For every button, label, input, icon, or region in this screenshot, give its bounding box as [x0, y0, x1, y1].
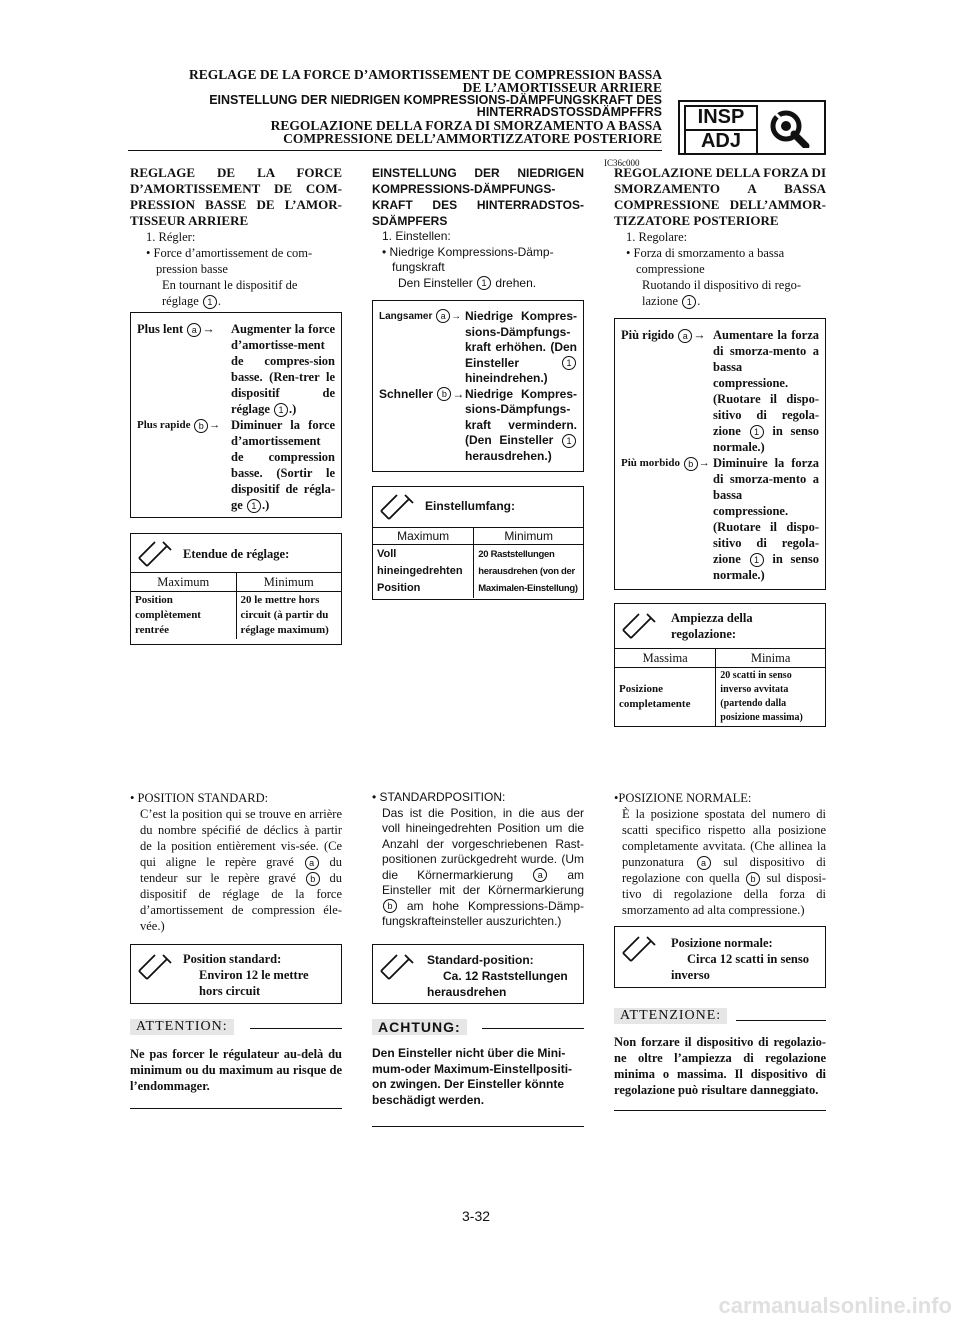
watermark: carmanualsonline.info: [718, 1293, 952, 1318]
it-fast-row: Più morbido b → Diminuire la forza di smorza-mento a bassa compressione. (Ruotare il dispo-sitivo di regola-zione 1 in senso normale.): [621, 456, 820, 583]
fr-std-mark-a: a: [305, 856, 319, 870]
fr-mark-a: a: [187, 323, 201, 337]
de-range-table: [373, 527, 583, 598]
de-bullet: • Niedrige Kompressions-Dämp-fungskraft: [382, 244, 554, 274]
de-slow-mark-1: 1: [562, 356, 576, 370]
it-std-box-value: Circa 12 scatti in senso inverso: [671, 952, 809, 982]
fr-range-max: Position complètement rentrée: [131, 592, 236, 640]
fr-std-box: [130, 944, 342, 1004]
fr-mark-b: b: [194, 419, 208, 433]
fr-range-box: [130, 533, 342, 645]
de-slow-label: Langsamer: [379, 311, 433, 322]
fr-bullet: • Force d’amortissement de com-pression basse: [146, 246, 313, 276]
it-slow-mark-1: 1: [750, 425, 764, 439]
fr-std-mark-b: b: [306, 872, 320, 886]
fr-title: REGLAGE DE LA FORCE D’AMORTISSEMENT DE COM-PRESSION BASSE DE L’AMOR-TISSEUR ARRIERE: [130, 165, 342, 228]
fr-attention-rule: [250, 1028, 342, 1029]
fr-fast-text: Diminuer la force d’amortissement de compression basse. (Sortir le dispositif de régla-ge: [231, 418, 335, 513]
de-slow-text: Niedrige Kompres-sions-Dämpfungs-kraft erhöhen. (Den Einsteller: [465, 309, 577, 370]
it-bottom-rule: [614, 1110, 826, 1111]
fr-bottom-rule: [130, 1108, 342, 1109]
de-range-wrench-icon: [379, 491, 417, 523]
header-fr-line1: REGLAGE DE LA FORCE D’AMORTISSEMENT DE COMPRESSION BASSA: [189, 67, 662, 82]
de-fast-end: herausdrehen.): [465, 448, 552, 463]
fr-instructions: [146, 229, 342, 309]
it-range-table: [615, 648, 825, 726]
badge-insp: INSP: [684, 105, 758, 131]
it-fast-label: Più morbido: [621, 457, 680, 470]
de-direction-box: [372, 300, 584, 472]
de-std-bullet: • STANDARDPOSITION:: [372, 790, 506, 804]
it-attention-label: ATTENZIONE:: [614, 1008, 727, 1024]
de-mark-1: 1: [477, 276, 491, 290]
it-std-mark-b: b: [746, 872, 760, 886]
header-de-line2: HINTERRADSTOSSDÄMPFFRS: [476, 105, 662, 119]
it-std-mark-a: a: [697, 856, 711, 870]
it-text1: Ruotando il dispositivo di rego-: [642, 278, 802, 292]
it-slow-end: in senso normale.): [713, 424, 820, 455]
header-rule: [128, 150, 662, 151]
fr-text2-line: réglage 1 .: [162, 294, 222, 308]
de-std-wrench-icon: [379, 951, 417, 983]
fr-std-bullet: • POSITION STANDARD:: [130, 791, 269, 805]
fr-range-min-header: Minimum: [236, 573, 341, 592]
de-fast-label: Schneller: [379, 386, 434, 401]
it-bullet: • Forza di smorzamento a bassa compressione: [626, 246, 785, 276]
it-direction-box: [614, 318, 826, 590]
it-instructions: 1. Regolare: • Forza di smorzamento a bassa compressione Ruotando il dispositivo di rego- lazione 1 .: [626, 229, 826, 309]
de-range-max-header: Maximum: [373, 528, 474, 545]
it-std-box: [614, 926, 826, 988]
de-mark-b: b: [437, 387, 451, 401]
fr-fast-row: Plus rapide b → Diminuer la force d’amortissement de compression basse. (Sortir le dispositif de régla-ge 1 .): [137, 418, 335, 513]
it-slow-text: Aumentare la forza di smorza-mento a bassa compressione. (Ruotare il dispo-sitivo di regola-zione: [713, 328, 819, 438]
de-range-title: Einstellumfang:: [425, 499, 516, 513]
de-std-box-value: Ca. 12 Raststellungen herausdrehen: [427, 969, 568, 999]
fr-fast-label: Plus rapide: [137, 419, 191, 432]
it-range-title: Ampiezza della regolazione:: [671, 611, 753, 641]
fr-attention-text: Ne pas forcer le régulateur au-delà du minimum ou du maximum au risque de l’endommager.: [130, 1047, 342, 1093]
de-step: 1. Einstellen:: [382, 229, 451, 243]
fr-mark-1: 1: [203, 295, 217, 309]
it-attention-rule: [736, 1020, 826, 1021]
de-std-box: [372, 944, 584, 1004]
de-std-box-title: Standard-position:: [427, 953, 534, 967]
it-std-box-title: Posizione normale:: [671, 936, 773, 950]
de-range-min-header: Minimum: [474, 528, 583, 545]
it-range-max-header: Massima: [615, 649, 716, 668]
it-title: REGOLAZIONE DELLA FORZA DI SMORZAMENTO A BASSA COMPRESSIONE DELL’AMMOR-TIZZATORE POSTERIORE: [614, 165, 826, 228]
fr-slow-text: Augmenter la force d’amortisse-ment de compres-sion basse. (Ren-trer le dispositif de réglage: [231, 322, 335, 416]
fr-direction-box: [130, 312, 342, 518]
fr-std-text2: du tendeur sur le repère gravé: [140, 855, 343, 886]
fr-step: 1. Régler:: [146, 230, 196, 244]
de-range-box: [372, 486, 584, 600]
de-bottom-rule: [372, 1126, 584, 1127]
fr-standard-section: [130, 790, 342, 934]
it-range-max: Posizione completamente: [615, 668, 716, 727]
fr-attention-label: ATTENTION:: [130, 1019, 234, 1035]
it-slow-label: Più rigido: [621, 328, 675, 342]
de-instructions: [382, 229, 584, 291]
badge-adj: ADJ: [684, 129, 758, 155]
de-standard-section: [372, 790, 584, 930]
de-std-text2: am Einsteller mit der Körnermarkierung: [382, 867, 584, 897]
fr-range-min: 20 le mettre hors circuit (à partir du réglage maximum): [236, 592, 341, 640]
de-slow-row: Langsamer a → Niedrige Kompres-sions-Dämpfungs-kraft erhöhen. (Den Einsteller 1 hineindrehen.): [379, 309, 577, 385]
de-std-mark-a: a: [533, 868, 547, 882]
fr-std-wrench-icon: [137, 951, 175, 983]
it-slow-row: Più rigido a → Aumentare la forza di smorza-mento a bassa compressione. (Ruotare il dispo-sitivo di regola-zione 1 in senso normale.): [621, 328, 820, 455]
it-standard-section: [614, 790, 826, 918]
de-fast-row: Schneller b → Niedrige Kompres-sions-Dämpfungs-kraft vermindern. (Den Einsteller 1 herausdrehen.): [379, 386, 577, 463]
it-mark-b: b: [684, 457, 698, 471]
de-attention-rule: [482, 1028, 584, 1029]
it-range-min-header: Minima: [716, 649, 825, 668]
it-range-min: 20 scatti in senso inverso avvitata (partendo dalla posizione massima): [716, 668, 825, 727]
de-text: Den Einsteller: [398, 275, 473, 290]
fr-text2: réglage: [162, 294, 199, 308]
de-attention-label: ACHTUNG:: [372, 1019, 467, 1035]
header-de-line1: EINSTELLUNG DER NIEDRIGEN KOMPRESSIONS-DÄMPFUNGSKRAFT DES: [209, 93, 662, 107]
it-fast-end: in senso normale.): [713, 552, 820, 583]
de-fast-text: Niedrige Kompres-sions-Dämpfungs-kraft vermindern. (Den Einsteller: [465, 386, 577, 447]
de-attention-text: Den Einsteller nicht über die Mini-mum-oder Maximum-Einstellpositi-on zwingen. Der Einsteller könnte beschädigt werden.: [372, 1046, 573, 1107]
fr-std-text3: du dispositif de réglage de la force d’amortissement de compression éle-vée.): [140, 871, 343, 934]
section-code: IC36c000: [604, 158, 640, 168]
it-fast-mark-1: 1: [750, 553, 764, 567]
fr-text1: En tournant le dispositif de: [162, 278, 298, 292]
header-it-line2: COMPRESSIONE DELL’AMMORTIZZATORE POSTERIORE: [283, 131, 662, 146]
it-mark-1: 1: [682, 295, 696, 309]
it-fast-text: Diminuire la forza di smorza-mento a bassa compressione. (Ruotare il dispo-sitivo di regola-zione: [713, 456, 819, 567]
fr-range-max-header: Maximum: [131, 573, 236, 592]
fr-std-text: C’est la position qui se trouve en arrière du nombre spécifié de déclics à partir de la position entièrement vis-sée. (Ce qui aligne le repère gravé: [140, 807, 342, 869]
de-slow-end: hineindrehen.): [465, 371, 548, 385]
fr-range-wrench-icon: [137, 538, 175, 570]
fr-slow-label: Plus lent: [137, 322, 184, 336]
header-fr-line2: DE L’AMORTISSEUR ARRIERE: [462, 80, 662, 95]
de-fast-mark-1: 1: [562, 434, 576, 448]
it-std-text2: sul dispositivo di regolazione con quella: [622, 855, 827, 886]
it-std-wrench-icon: [621, 933, 659, 965]
it-std-text: È la posizione spostata del numero di scatti specifico rispetto alla posizione completamente avvitata. (Che allinea la punzonatura: [622, 807, 826, 869]
de-range-max: Voll hineingedrehten Position: [373, 545, 474, 599]
fr-range-title: Etendue de réglage:: [183, 547, 290, 561]
it-std-text3: sul disposi-tivo di regolazione della forza di smorzamento ad alta compressione.): [622, 871, 826, 918]
de-std-text3: am hohe Kompressions-Dämp-fungskrafteinsteller auszurichten.): [382, 898, 584, 928]
it-range-box: [614, 603, 826, 727]
it-std-bullet: •POSIZIONE NORMALE:: [614, 791, 752, 805]
it-step: 1. Regolare:: [626, 230, 688, 244]
fr-fast-mark-1: 1: [247, 499, 261, 513]
fr-std-box-title: Position standard:: [183, 952, 282, 966]
fr-slow-mark-1: 1: [274, 403, 288, 417]
fr-std-box-value: Environ 12 le mettre hors circuit: [199, 968, 309, 998]
wrench-icon: [768, 108, 812, 148]
page-number: 3-32: [462, 1208, 491, 1224]
de-range-min: 20 Raststellungen herausdrehen (von der Maximalen-Einstellung): [474, 545, 583, 599]
it-attention-text: Non forzare il dispositivo di regolazio-ne oltre l’ampiezza di regolazione minima o massima. Il dispositivo di regolazione può risultare danneggiato.: [614, 1035, 826, 1097]
it-text2: lazione: [642, 294, 679, 308]
de-std-text: Das ist die Position, in die aus der voll hineingedrehten Position um die Anzahl der vorgeschriebenen Rast-positionen zurückgedreht wurde. (Um die Körnermarkierung: [382, 805, 584, 882]
it-mark-a: a: [678, 329, 692, 343]
de-mark-a: a: [436, 309, 450, 323]
de-title: EINSTELLUNG DER NIEDRIGEN KOMPRESSIONS-DÄMPFUNGS-KRAFT DES HINTERRADSTOS-SDÄMPFERS: [372, 166, 584, 228]
fr-range-table: [131, 572, 341, 639]
de-text-end: drehen.: [495, 275, 537, 290]
it-range-wrench-icon: [621, 610, 659, 642]
de-std-mark-b: b: [383, 899, 397, 913]
fr-slow-row: Plus lent a → Augmenter la force d’amortisse-ment de compres-sion basse. (Ren-trer le dispositif de réglage 1 .): [137, 322, 335, 416]
header-it-line1: REGOLAZIONE DELLA FORZA DI SMORZAMENTO A BASSA: [270, 118, 662, 133]
insp-adj-badge: [678, 100, 826, 155]
